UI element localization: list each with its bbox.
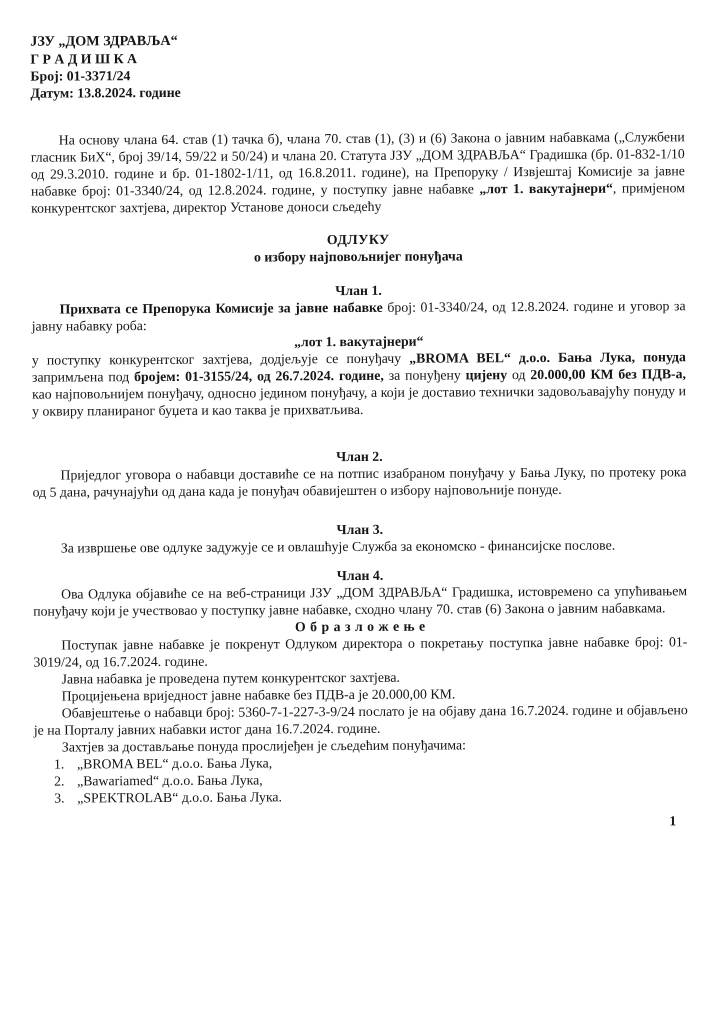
rationale-paragraph-2: Јавна набавка је проведена путем конкурентског захтјева.: [61, 669, 400, 687]
article-1-paragraph-1: [32, 297, 686, 334]
bidder-number: 3.: [54, 790, 65, 806]
a1p2-offer-number: бројем: 01-3155/24, од 26.7.2024. године,: [134, 367, 384, 385]
article-2-heading: Члан 2.: [336, 448, 383, 465]
rationale-paragraph-4: Обавјештење о набавци број: 5360-7-1-227-3-9/24 послато је на објаву дана 16.7.2024. године и објављено је на Порталу јавних набавки истог дана 16.7.2024. године.: [33, 702, 688, 738]
intro-text-pre: На основу члана 64. став (1) тачка б), члана 70. став (1), (3) и (6) Закона о јавним набавкама („Службени гласник БиХ“, број 39/14, 59/22 и 50/24) и члана 20. Статута ЈЗУ „ДОМ ЗДРАВЉА“ Градишка (бр. 01-832-1/10 од 29.3.2010. године и бр. 01-1802-1/11, од 16.8.2011. године), на Препоруку / Извјештај Комисије за јавне набавке број: 01-3340/24, од 12.8.2024. године, у поступку јавне набавке: [30, 129, 685, 199]
article-2-paragraph: Приједлог уговора о набавци доставиће се на потпис изабраном понуђачу у Бања Луку, по протеку рока од 5 дана, рачунајући од дана када је понуђач обавијештен о избору најповољније понуде.: [32, 464, 687, 500]
decision-title: ОДЛУКУ: [326, 231, 390, 248]
bidder-list-item: [34, 786, 688, 806]
org-city: Г Р А Д И Ш К А: [30, 51, 138, 67]
a1p2-run7: од: [507, 367, 531, 383]
doc-number: Број: 01-3371/24: [30, 68, 131, 84]
decision-title-block: [31, 229, 685, 266]
bidder-number: 2.: [54, 773, 65, 789]
article-3-heading: Члан 3.: [336, 521, 384, 538]
bidder-name: „SPEKTROLAB“ д.о.о. Бања Лука.: [77, 789, 283, 806]
page-number: 1: [669, 813, 677, 829]
article-1-accept-bold: Прихвата се Препорука Комисије за јавне набавке: [59, 299, 383, 317]
a1p2-winner-name: „BROMA BEL“ д.о.о. Бања Лука, понуда: [409, 349, 686, 366]
rationale-paragraph-5: Захтјев за достављање понуда прослијеђен је сљедећим понуђачима:: [61, 737, 467, 755]
bidder-name: „BROMA BEL“ д.о.о. Бања Лука,: [76, 755, 273, 772]
a1p2-run1: у поступку конкурентског захтјева, додјељује се понуђачу: [31, 350, 410, 368]
letterhead: [30, 30, 684, 101]
a1p2-price-word: цијену: [465, 367, 508, 383]
org-name: ЈЗУ „ДОМ ЗДРАВЉА“: [30, 32, 178, 50]
rationale-paragraph-3: Процијењена вриједност јавне набавке без ПДВ-а је 20.000,00 КМ.: [61, 686, 456, 704]
lot-title: „лот 1. вакутајнери“: [294, 333, 424, 350]
article-3-paragraph: За извршење ове одлуке задужује се и овлашћује Служба за економско - финансијске послове.: [60, 537, 616, 556]
a1p2-run9: као најповољнијем понуђачу, односно једином понуђачу, а који је доставио технички задовољавајућу понуду и у оквиру планираног буџета и као таква је прихватљива.: [32, 383, 687, 419]
intro-text-post: , примјеном конкурентског захтјева, директор Установе доноси сљедећу: [31, 180, 686, 216]
a1p2-price-value: 20.000,00 КМ без ПДВ-а,: [530, 366, 687, 383]
doc-date: Датум: 13.8.2024. године: [30, 84, 181, 101]
article-1-accept-rest: број: 01-3340/24, од 12.8.2024. године и уговор за јавну набавку роба:: [31, 298, 686, 334]
rationale-paragraph-1: Поступак јавне набавке је покренут Одлуком директора о покретању поступка јавне набавке број: 01-3019/24, од 16.7.2024. године.: [33, 634, 688, 670]
intro-paragraph: [31, 128, 685, 216]
article-1-heading: Члан 1.: [335, 282, 382, 299]
bidder-list: [34, 752, 688, 806]
decision-subtitle: о избору најповољнијег понуђача: [253, 248, 463, 265]
intro-lot-name: „лот 1. вакутајнери“: [479, 180, 613, 197]
article-4-paragraph: Ова Одлука објавиће се на веб-страници ЈЗУ „ДОМ ЗДРАВЉА“ Градишка, истовремено са упућивањем понуђачу који је учествовао у поступку јавне набавке, сходно члану 70. став (6) Закона о јавним набавкама.: [33, 583, 688, 619]
bidder-name: „Bawariamed“ д.о.о. Бања Лука,: [77, 772, 263, 789]
rationale-heading: О б р а з л о ж е њ е: [294, 618, 426, 635]
a1p2-run3: запримљена под: [31, 369, 135, 385]
a1p2-run5: за понуђену: [383, 367, 466, 383]
bidder-number: 1.: [53, 756, 65, 772]
article-1-paragraph-2: [32, 348, 686, 419]
article-4-heading: Члан 4.: [336, 567, 384, 584]
